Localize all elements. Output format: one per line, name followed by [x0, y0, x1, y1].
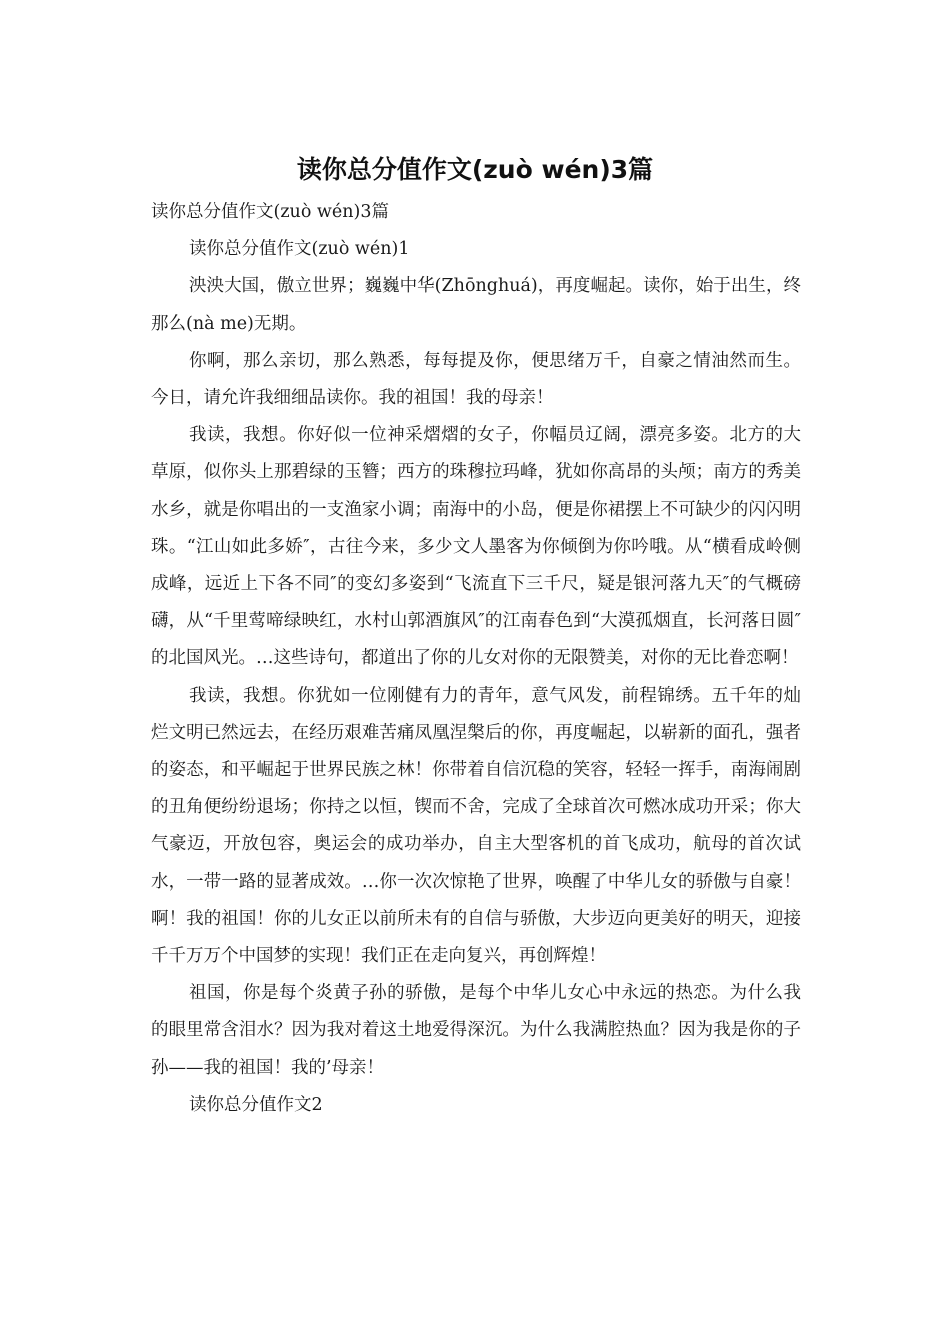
document-body — [151, 194, 801, 1124]
paragraph: 我读，我想。你犹如一位刚健有力的青年，意气风发，前程锦绣。五千年的灿烂文明已然远去，在经历艰难苦痛凤凰涅槃后的你，再度崛起，以崭新的面孔，强者的姿态，和平崛起于世界民族之林！你带着自信沉稳的笑容，轻轻一挥手，南海闹剧的丑角便纷纷退场；你持之以恒，锲而不舍，完成了全球首次可燃冰成功开采；你大气豪迈，开放包容，奥运会的成功举办，自主大型客机的首飞成功，航母的首次试水，一带一路的显著成效。…你一次次惊艳了世界，唤醒了中华儿女的骄傲与自豪！啊！我的祖国！你的儿女正以前所未有的自信与骄傲，大步迈向更美好的明天，迎接千千万万个中国梦的实现！我们正在走向复兴，再创辉煌！ — [151, 685, 801, 967]
paragraph: 祖国，你是每个炎黄子孙的骄傲，是每个中华儿女心中永远的热恋。为什么我的眼里常含泪水？因为我对着这土地爱得深沉。为什么我满腔热血？因为我是你的子孙——我的祖国！我的’母亲！ — [151, 983, 801, 1078]
paragraph: 你啊，那么亲切，那么熟悉，每每提及你，便思绪万千，自豪之情油然而生。今日，请允许我细细品读你。我的祖国！我的母亲！ — [151, 350, 801, 409]
section-heading-2: 读你总分值作文2 — [189, 1094, 323, 1115]
paragraph: 我读，我想。你好似一位神采熠熠的女子，你幅员辽阔，漂亮多姿。北方的大草原，似你头上那碧绿的玉簪；西方的珠穆拉玛峰，犹如你高昂的头颅；南方的秀美水乡，就是你唱出的一支渔家小调；南海中的小岛，便是你裙摆上不可缺少的闪闪明珠。“江山如此多娇″，古往今来，多少文人墨客为你倾倒为你吟哦。从“横看成岭侧成峰，远近上下各不同″的变幻多姿到“飞流直下三千尺，疑是银河落九天″的气概磅礴，从“千里莺啼绿映红，水村山郭酒旗风″的江南春色到“大漠孤烟直，长河落日圆″的北国风光。…这些诗句，都道出了你的儿女对你的无限赞美，对你的无比眷恋啊！ — [151, 425, 801, 669]
document-subtitle: 读你总分值作文(zuò wén)3篇 — [151, 202, 389, 222]
paragraph: 泱泱大国，傲立世界；巍巍中华(Zhōnghuá)，再度崛起。读你，始于出生，终那么(nà me)无期。 — [151, 276, 801, 334]
section-heading-1: 读你总分值作文(zuò wén)1 — [189, 239, 410, 260]
document-title: 读你总分值作文(zuò wén)3篇 — [296, 155, 654, 184]
